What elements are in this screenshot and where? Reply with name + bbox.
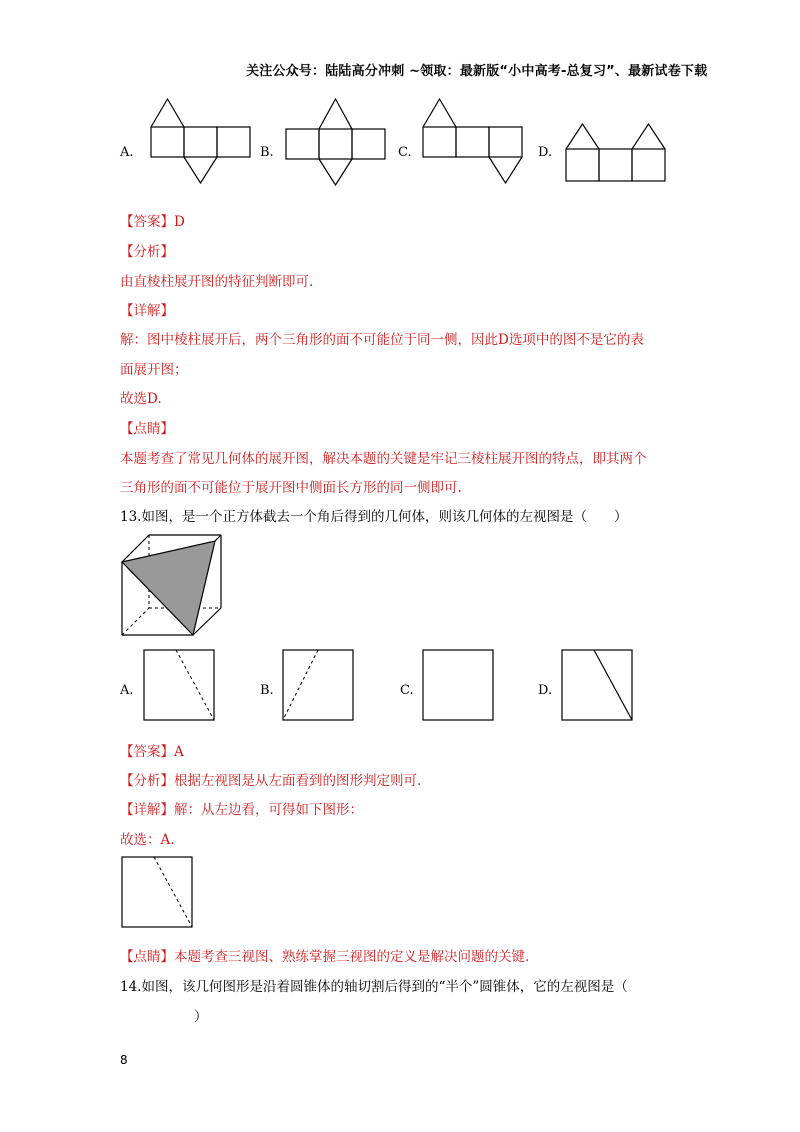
q12-option-c-label: C.: [398, 145, 412, 160]
q12-analysis: 由直棱柱展开图的特征判断即可.: [120, 274, 314, 290]
q12-option-a-net: [150, 98, 252, 184]
q12-option-a-label: A.: [120, 145, 134, 160]
q12-option-d-label: D.: [538, 145, 553, 160]
q13-question: 13.如图，是一个正方体截去一个角后得到的几何体，则该几何体的左视图是（ ）: [120, 509, 628, 525]
q12-option-b-label: B.: [260, 145, 274, 160]
q13-option-c-label: C.: [400, 683, 414, 698]
q13-option-c-view: [422, 649, 494, 721]
q13-detail: 【详解】解：从左边看，可得如下图形：: [120, 802, 363, 818]
q13-analysis: 【分析】根据左视图是从左面看到的图形判定则可.: [120, 773, 422, 789]
q14-question-line1: 14.如图，该几何图形是沿着圆锥体的轴切割后得到的“半个”圆锥体，它的左视图是（: [120, 979, 628, 995]
page-number: 8: [120, 1053, 128, 1067]
q12-choice: 故选D.: [120, 391, 162, 407]
q13-option-a-label: A.: [120, 683, 134, 698]
q13-option-b-view: [282, 649, 354, 721]
q13-option-b-label: B.: [260, 683, 274, 698]
q13-solution-view: [121, 856, 193, 928]
q12-detail-tag: 【详解】: [120, 303, 174, 319]
q13-comment: 【点睛】本题考查三视图、熟练掌握三视图的定义是解决问题的关键.: [120, 949, 530, 965]
page-header: 关注公众号：陆陆高分冲刺 ~领取：最新版“小中高考-总复习”、最新试卷下载: [246, 64, 708, 79]
q13-answer: 【答案】A: [120, 744, 184, 760]
q13-option-a-view: [143, 649, 215, 721]
q13-option-d-label: D.: [538, 683, 553, 698]
q13-cube-figure: [120, 533, 224, 637]
q12-option-d-net: [565, 123, 667, 183]
q12-comment-line2: 三角形的面不可能位于展开图中侧面长方形的同一侧即可.: [120, 480, 462, 496]
q12-detail-line1: 解：图中棱柱展开后，两个三角形的面不可能位于同一侧，因此D选项中的图不是它的表: [120, 332, 644, 348]
q12-option-c-net: [422, 98, 524, 186]
q12-detail-line2: 面展开图；: [120, 362, 188, 378]
q12-analysis-tag: 【分析】: [120, 244, 174, 260]
q13-option-d-view: [561, 649, 633, 721]
q12-answer: 【答案】D: [120, 214, 185, 230]
q12-comment-tag: 【点睛】: [120, 421, 174, 437]
q12-comment-line1: 本题考查了常见几何体的展开图，解决本题的关键是牢记三棱柱展开图的特点，即其两个: [120, 451, 647, 467]
q12-option-b-net: [285, 98, 387, 186]
q13-choice: 故选：A.: [120, 832, 175, 848]
q14-question-line2: ）: [194, 1009, 208, 1025]
